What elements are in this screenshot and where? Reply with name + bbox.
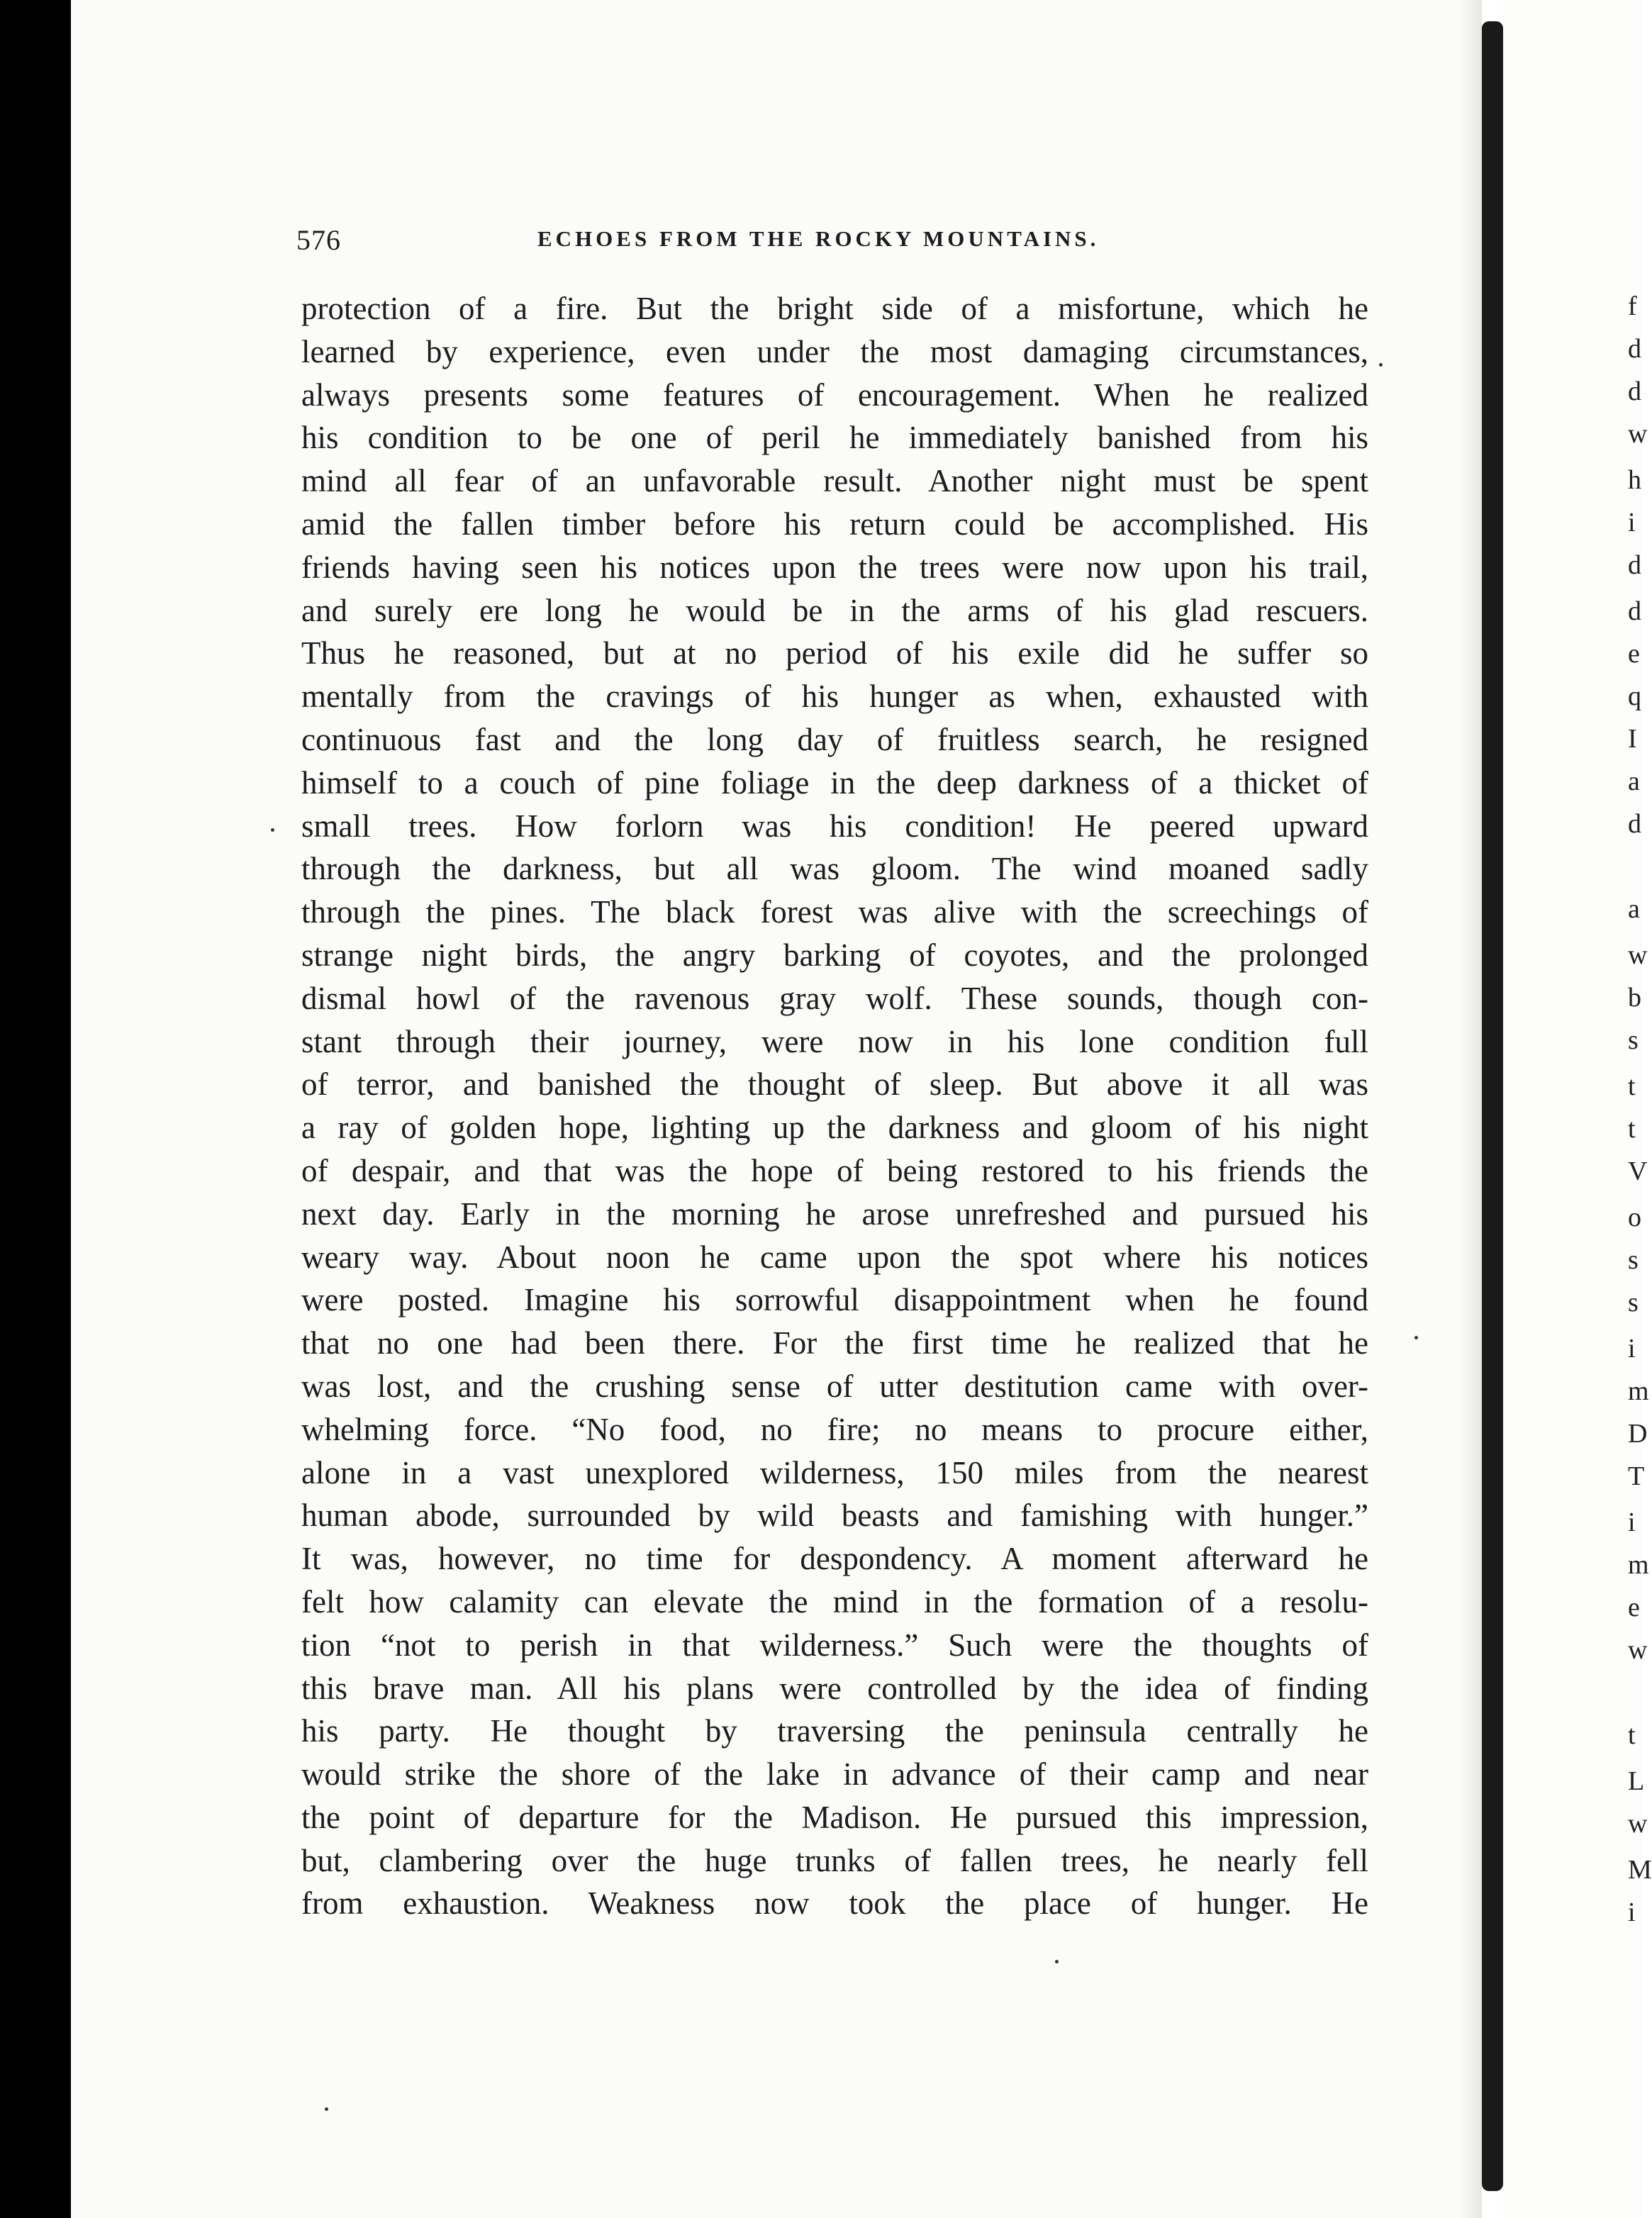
text-line: strange night birds, the angry barking of coyotes, and the prolonged: [301, 937, 1368, 973]
facing-page-fragment: d: [1628, 809, 1641, 839]
facing-page-fragment: M: [1628, 1855, 1652, 1885]
facing-page-fragment: D: [1628, 1419, 1648, 1449]
facing-page-fragment: m: [1628, 1376, 1649, 1406]
facing-page-fragment: i: [1628, 508, 1636, 537]
text-line: his party. He thought by traversing the peninsula centrally he: [301, 1713, 1368, 1749]
text-line: Thus he reasoned, but at no period of his exile did he suffer so: [301, 635, 1368, 671]
facing-page-fragment: i: [1628, 1897, 1636, 1927]
text-line: learned by experience, even under the most damaging circumstances,: [301, 333, 1368, 369]
text-line: himself to a couch of pine foliage in the deep darkness of a thicket of: [301, 764, 1368, 801]
text-line: would strike the shore of the lake in advance of their camp and near: [301, 1756, 1368, 1793]
facing-page-fragment: a: [1628, 767, 1640, 796]
facing-page-fragment: d: [1628, 550, 1641, 580]
facing-page-fragment: o: [1628, 1203, 1641, 1232]
text-line: alone in a vast unexplored wilderness, 150 miles from the nearest: [301, 1454, 1368, 1490]
text-line: mind all fear of an unfavorable result. Another night must be spent: [301, 463, 1368, 499]
facing-page-fragment: V: [1628, 1157, 1648, 1186]
facing-page-fragment: m: [1628, 1550, 1649, 1580]
text-line: a ray of golden hope, lighting up the darkness and gloom of his night: [301, 1110, 1368, 1146]
facing-page-fragment: T: [1628, 1461, 1645, 1491]
facing-page-fragment: f: [1628, 291, 1637, 321]
facing-page-fragment: w: [1628, 419, 1648, 449]
facing-page-fragment: q: [1628, 681, 1641, 711]
page-header: [296, 223, 1360, 266]
text-line: tion “not to perish in that wilderness.” Such were the thoughts of: [301, 1627, 1368, 1663]
scan-speck: [325, 2107, 328, 2111]
facing-page-fragment: w: [1628, 940, 1648, 970]
running-title: ECHOES FROM THE ROCKY MOUNTAINS.: [537, 226, 1100, 251]
text-line: through the darkness, but all was gloom. The wind moaned sadly: [301, 851, 1368, 887]
scan-speck: [1414, 1336, 1418, 1339]
text-line: his condition to be one of peril he immediately banished from his: [301, 420, 1368, 456]
facing-page-fragment: s: [1628, 1245, 1639, 1275]
facing-page-fragment: t: [1628, 1114, 1636, 1144]
text-line: continuous fast and the long day of fruitless search, he resigned: [301, 721, 1368, 757]
facing-page-fragment: h: [1628, 465, 1641, 495]
text-line: human abode, surrounded by wild beasts and famishing with hunger.”: [301, 1498, 1368, 1534]
facing-page-fragment: d: [1628, 377, 1641, 406]
text-line: stant through their journey, were now in his lone condition full: [301, 1023, 1368, 1059]
text-line: of terror, and banished the thought of sleep. But above it all was: [301, 1066, 1368, 1103]
text-line: and surely ere long he would be in the arms of his glad rescuers.: [301, 592, 1368, 628]
text-line: but, clambering over the huge trunks of fallen trees, he nearly fell: [301, 1842, 1368, 1878]
facing-page-fragment: t: [1628, 1720, 1636, 1750]
text-line: It was, however, no time for despondency. A moment afterward he: [301, 1541, 1368, 1577]
gutter-shadow: [1461, 0, 1482, 2218]
facing-page-fragment: w: [1628, 1635, 1648, 1665]
facing-page-fragment: w: [1628, 1809, 1648, 1839]
facing-page-fragment: e: [1628, 1593, 1640, 1622]
text-line: small trees. How forlorn was his condition! He peered upward: [301, 808, 1368, 844]
text-line: was lost, and the crushing sense of utter destitution came with over-: [301, 1368, 1368, 1404]
facing-page-fragment: L: [1628, 1766, 1645, 1796]
body-text: [301, 287, 1368, 1925]
text-line: friends having seen his notices upon the trees were now upon his trail,: [301, 549, 1368, 585]
facing-page-fragment: b: [1628, 983, 1641, 1013]
text-line: dismal howl of the ravenous gray wolf. These sounds, though con-: [301, 980, 1368, 1016]
facing-page-fragment: I: [1628, 724, 1637, 754]
facing-page-fragment: d: [1628, 596, 1641, 626]
text-line: mentally from the cravings of his hunger as when, exhausted with: [301, 679, 1368, 715]
facing-page-fragment: i: [1628, 1334, 1636, 1364]
page-number: 576: [296, 224, 341, 256]
facing-page-fragment: t: [1628, 1071, 1636, 1101]
text-line: through the pines. The black forest was alive with the screechings of: [301, 894, 1368, 930]
text-line: that no one had been there. For the first time he realized that he: [301, 1325, 1368, 1361]
facing-page-fragment: e: [1628, 639, 1640, 669]
text-line: of despair, and that was the hope of being restored to his friends the: [301, 1152, 1368, 1188]
facing-page-fragment: s: [1628, 1288, 1639, 1317]
book-gutter: [1482, 21, 1503, 2191]
text-line: amid the fallen timber before his return could be accomplished. His: [301, 506, 1368, 542]
text-line: whelming force. “No food, no fire; no means to procure either,: [301, 1411, 1368, 1447]
text-line: next day. Early in the morning he arose unrefreshed and pursued his: [301, 1196, 1368, 1232]
text-line: were posted. Imagine his sorrowful disappointment when he found: [301, 1282, 1368, 1318]
text-line: weary way. About noon he came upon the spot where his notices: [301, 1239, 1368, 1275]
scan-speck: [1379, 363, 1383, 367]
scan-speck: [1055, 1960, 1059, 1963]
facing-page-fragments: [1628, 0, 1652, 2218]
facing-page-fragment: s: [1628, 1025, 1639, 1055]
text-line: protection of a fire. But the bright side of a misfortune, which he: [301, 291, 1368, 326]
facing-page-edge: [1503, 0, 1645, 2218]
text-line: felt how calamity can elevate the mind in the formation of a resolu-: [301, 1583, 1368, 1620]
scan-speck: [271, 828, 274, 832]
scan-left-border: [0, 0, 71, 2218]
text-line: always presents some features of encouragement. When he realized: [301, 377, 1368, 413]
text-line: the point of departure for the Madison. He pursued this impression,: [301, 1799, 1368, 1835]
facing-page-fragment: a: [1628, 894, 1640, 924]
facing-page-fragment: d: [1628, 334, 1641, 364]
text-line: from exhaustion. Weakness now took the place of hunger. He: [301, 1885, 1368, 1922]
text-line: this brave man. All his plans were controlled by the idea of finding: [301, 1670, 1368, 1706]
facing-page-fragment: i: [1628, 1508, 1636, 1537]
